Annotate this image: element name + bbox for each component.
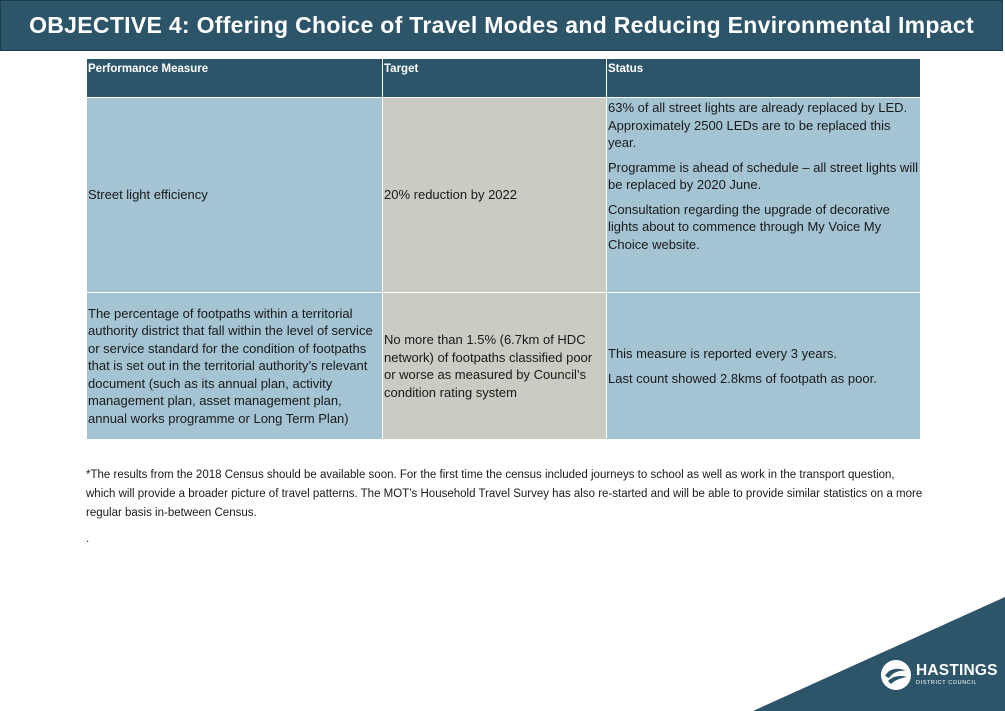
- target-cell: 20% reduction by 2022: [383, 98, 607, 293]
- logo-name: HASTINGS: [916, 662, 998, 679]
- status-paragraph: Programme is ahead of schedule – all street lights will be replaced by 2020 June.: [608, 159, 918, 192]
- council-logo: [880, 657, 998, 693]
- status-paragraph: Last count showed 2.8kms of footpath as poor.: [608, 370, 877, 386]
- status-paragraph: This measure is reported every 3 years.: [608, 346, 838, 361]
- logo-subtitle: DISTRICT COUNCIL: [916, 680, 978, 686]
- status-paragraph: 63% of all street lights are already replaced by LED. Approximately 2500 LEDs are to be replaced this year.: [608, 100, 908, 150]
- status-paragraph: Consultation regarding the upgrade of decorative lights about to commence through My Voice My Choice website.: [608, 201, 890, 252]
- hastings-logo-icon: [880, 659, 912, 691]
- census-footnote: *The results from the 2018 Census should be available soon. For the first time the census included journeys to school as well as work in the transport question, which will provide a broader picture of travel patterns. The MOT’s Household Travel Survey has also re-started and will be able to provide similar statistics on a more regular basis in-between Census.: [86, 469, 923, 519]
- column-header-target: Target: [383, 59, 607, 98]
- column-header-measure: Performance Measure: [87, 59, 383, 98]
- target-cell: No more than 1.5% (6.7km of HDC network) of footpaths classified poor or worse as measured by Council’s condition rating system: [383, 293, 607, 440]
- measure-cell: The percentage of footpaths within a territorial authority district that fall within the level of service or service standard for the condition of footpaths that is set out in the territorial authority’s relevant document (such as its annual plan, activity management plan, asset management plan, annual works programme or Long Term Plan): [87, 293, 383, 440]
- trailing-mark: .: [86, 533, 90, 545]
- page-title: OBJECTIVE 4: Offering Choice of Travel Modes and Reducing Environmental Impact: [29, 12, 974, 38]
- column-header-status: Status: [607, 59, 921, 98]
- measure-cell: Street light efficiency: [87, 98, 383, 293]
